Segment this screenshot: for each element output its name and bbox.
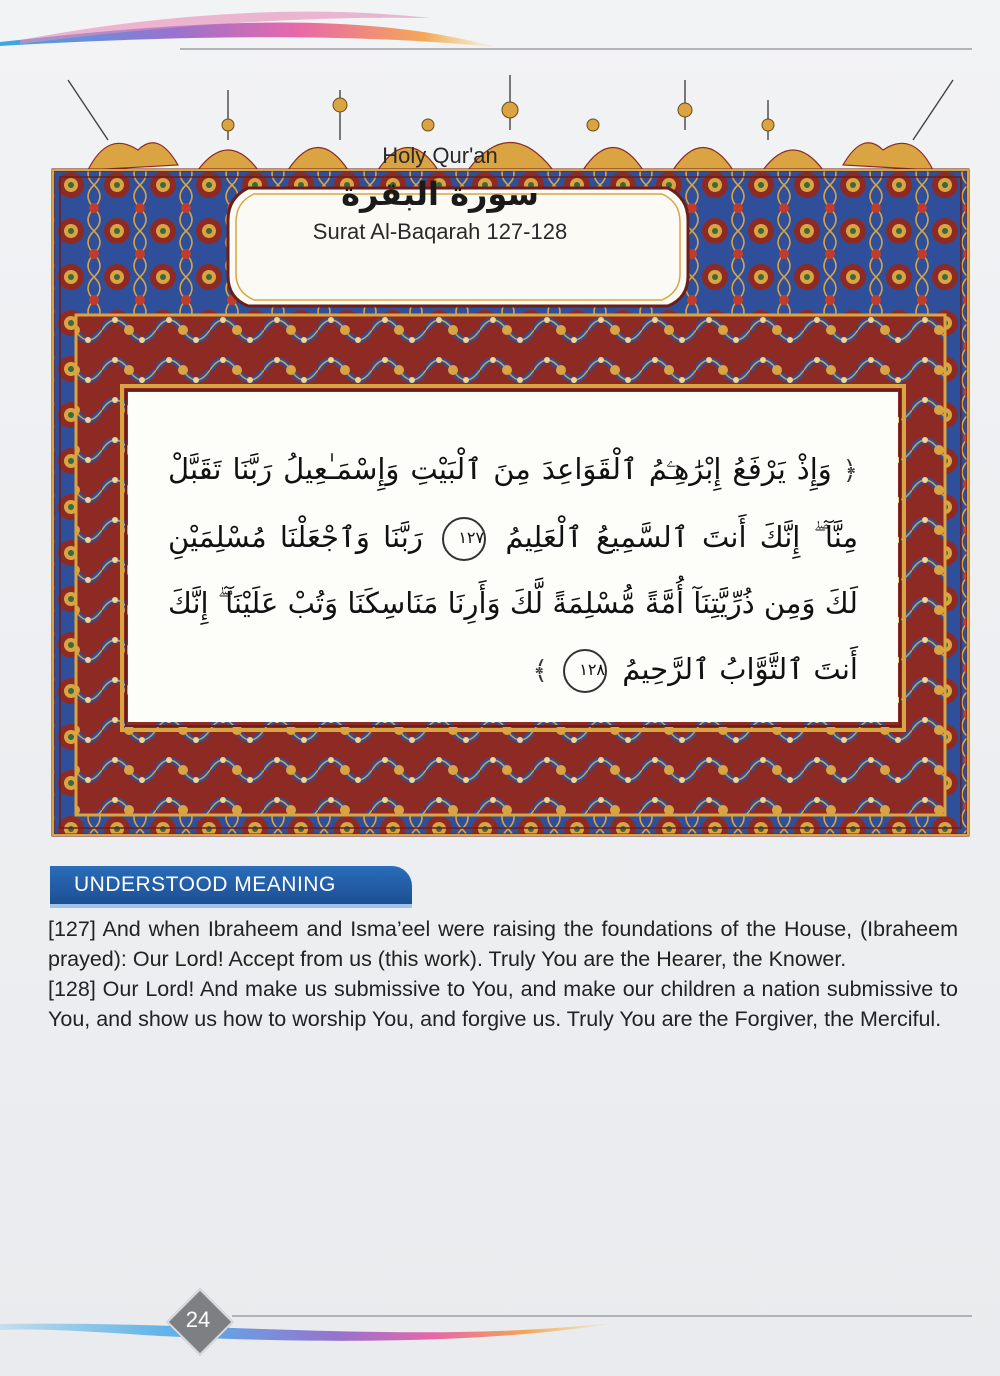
top-swoosh-decoration xyxy=(0,0,1000,80)
quran-verse-text xyxy=(168,436,858,704)
verse-panel xyxy=(128,392,898,722)
title-english: Holy Qur'an xyxy=(382,143,498,168)
page-number-badge xyxy=(166,1288,230,1352)
verse-open-bracket: ﴿ xyxy=(842,456,858,486)
understood-meaning-heading: UNDERSTOOD MEANING xyxy=(50,866,412,904)
title-arabic: سورة البقرة xyxy=(341,175,539,213)
bottom-swoosh-decoration xyxy=(0,1296,1000,1376)
meaning-paragraph-127: [127] And when Ibraheem and Isma’eel were raising the foundations of the House, (Ibraheem prayed): Our Lord! Accept from us (this work). Truly You are the Hearer, the Knower. xyxy=(48,917,958,971)
surah-reference: Surat Al-Baqarah 127-128 xyxy=(312,219,568,244)
ayah-number-128: ١٢٨ xyxy=(563,649,607,693)
title-cartouche xyxy=(235,110,645,278)
ayah-number-127: ١٢٧ xyxy=(442,517,486,561)
page-number: 24 xyxy=(185,1307,211,1332)
verse-128-text: رَبَّنَا وَٱجْعَلْنَا مُسْلِمَيْنِ لَكَ وَمِن ذُرِّيَّتِنَآ أُمَّةً مُّسْلِمَةً لَّكَ وَأَرِنَا مَنَاسِكَنَا وَتُبْ عَلَيْنَآ ۖ إِنَّكَ أَنتَ ٱلتَّوَّابُ ٱلرَّحِيمُ xyxy=(168,520,858,686)
verse-127-text: وَإِذْ يَرْفَعُ إِبْرَٰهِـۧمُ ٱلْقَوَاعِدَ مِنَ ٱلْبَيْتِ وَإِسْمَـٰعِيلُ رَبَّنَا تَقَبَّلْ مِنَّآ ۖ إِنَّكَ أَنتَ ٱلسَّمِيعُ ٱلْعَلِيمُ xyxy=(168,452,858,554)
meaning-paragraph-128: [128] Our Lord! And make us submissive to You, and make our children a nation submissive to You, and show us how to worship You, and forgive us. Truly You are the Forgiver, the Merciful. xyxy=(48,977,958,1031)
meaning-text xyxy=(48,914,958,1034)
verse-close-bracket: ﴾ xyxy=(532,656,548,686)
